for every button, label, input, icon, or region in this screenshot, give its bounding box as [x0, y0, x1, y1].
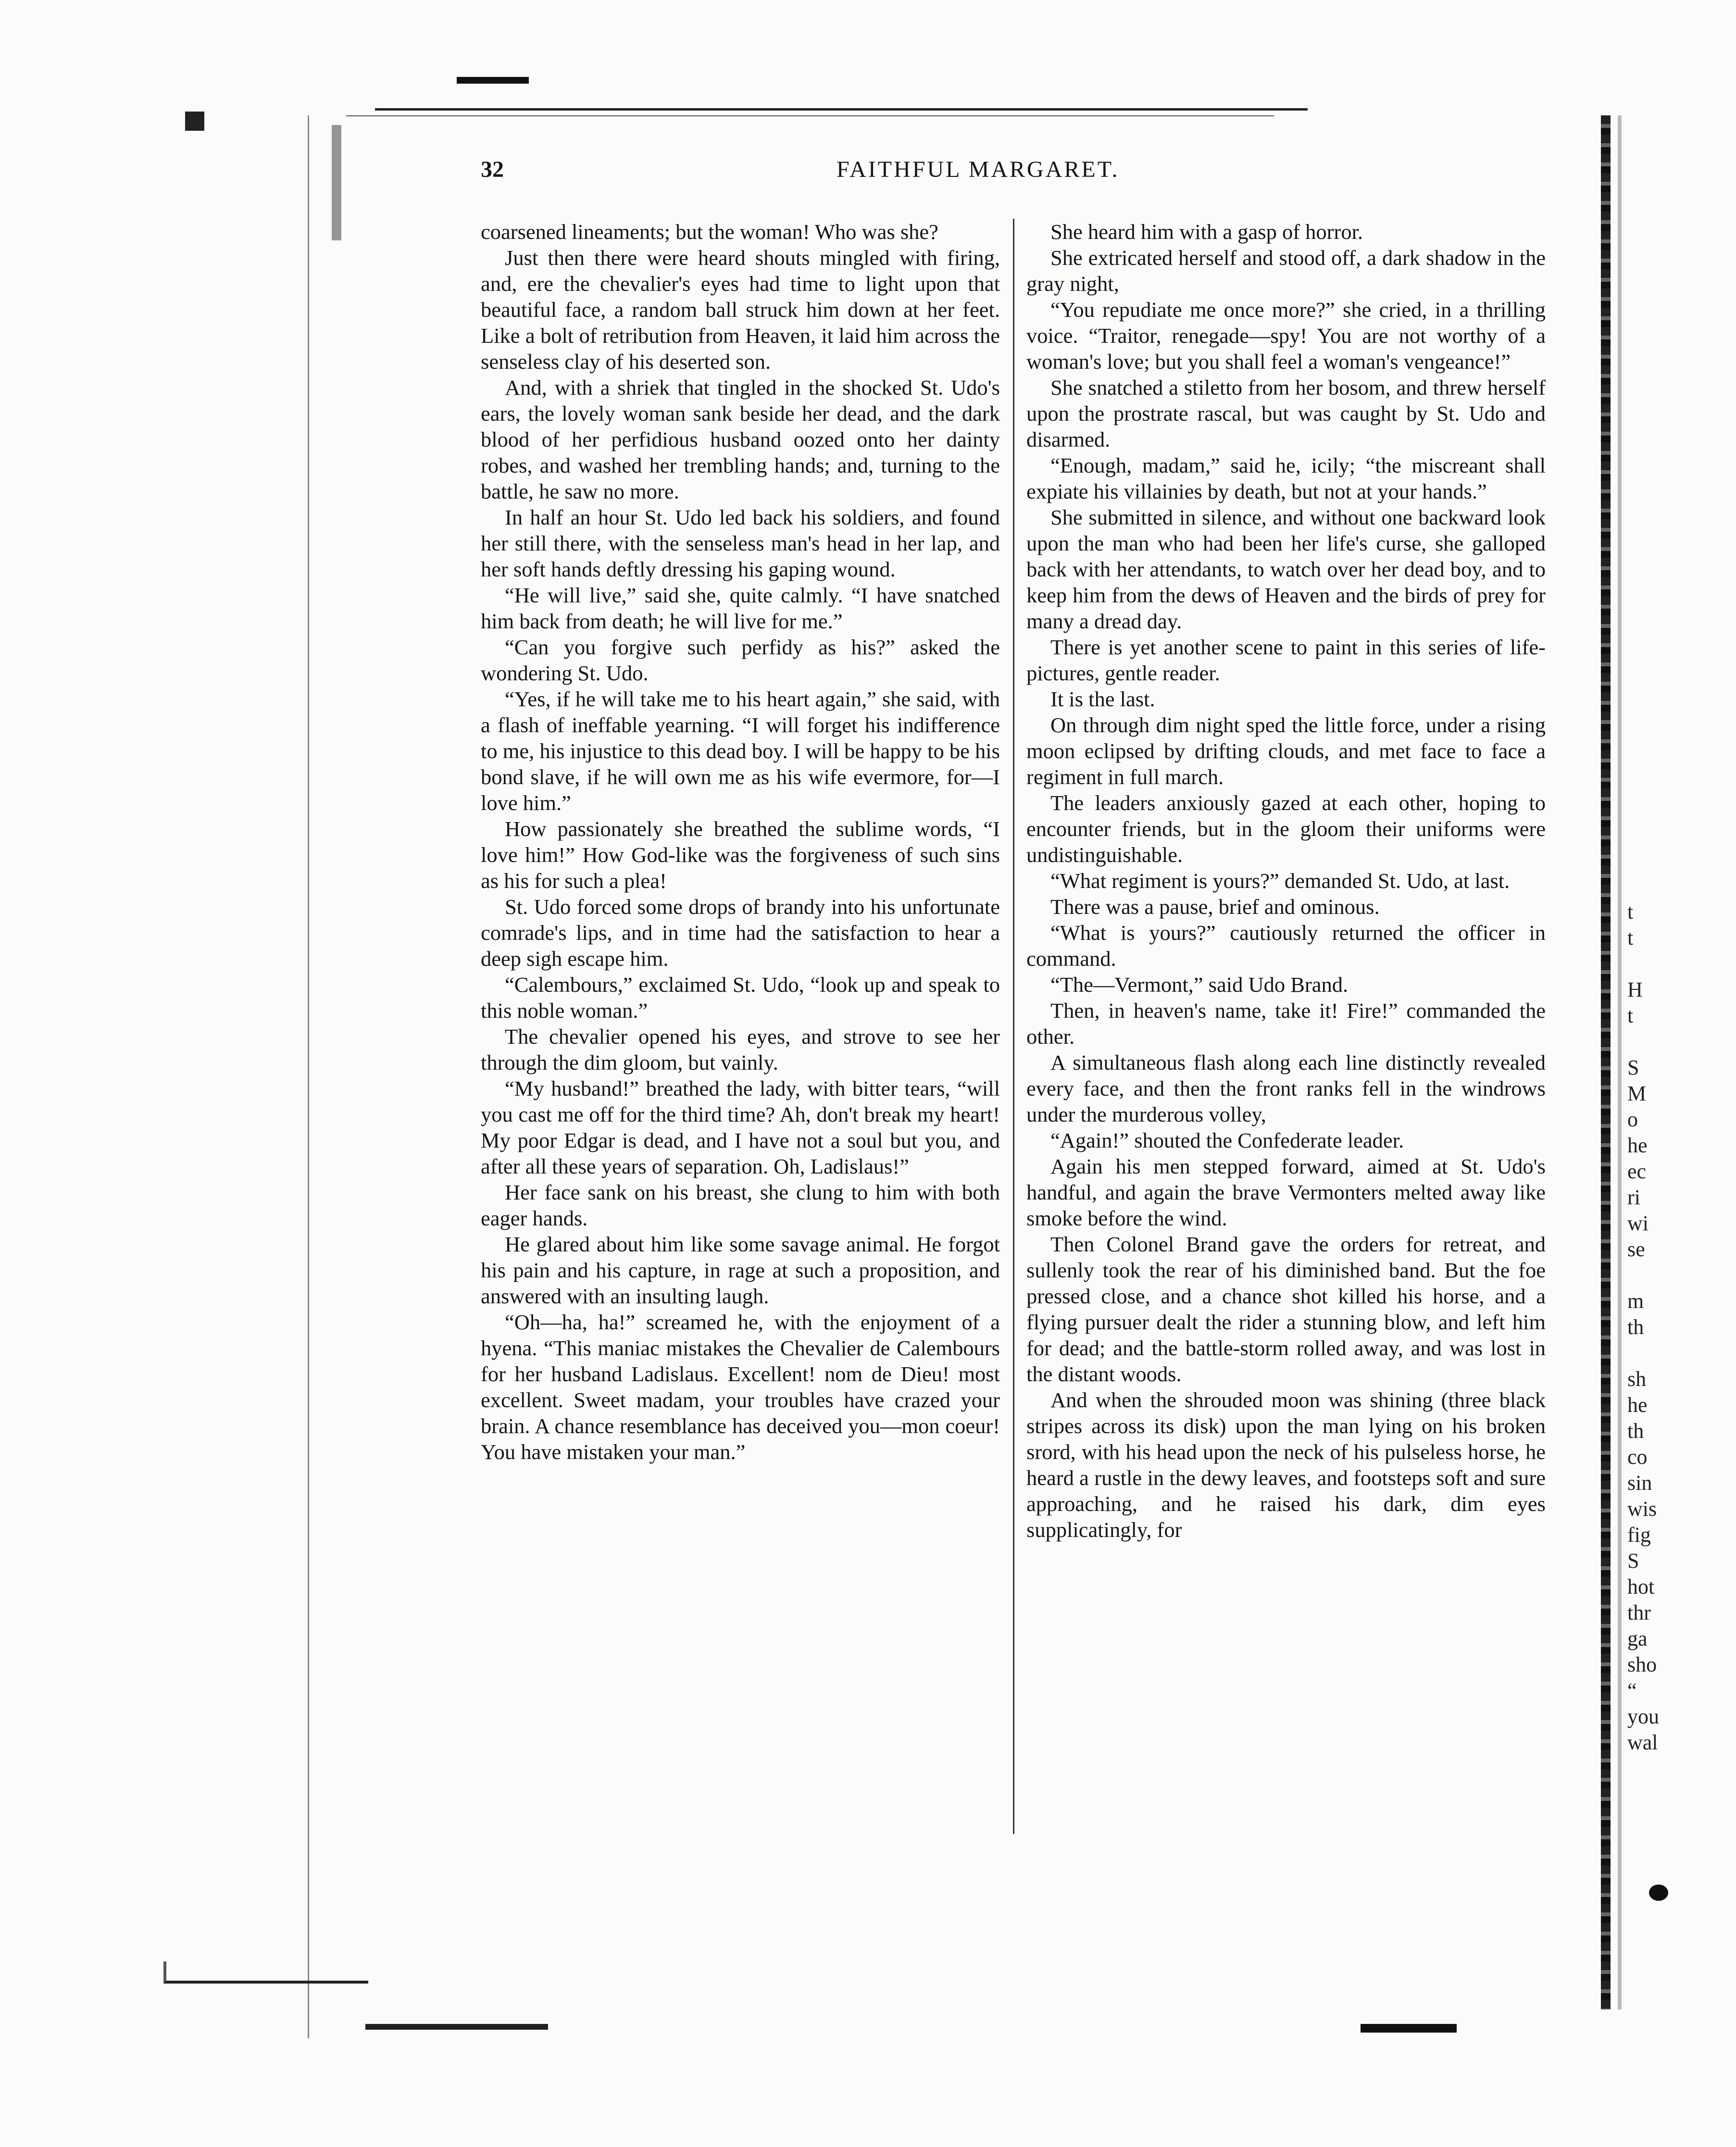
fragment-line	[1627, 951, 1719, 977]
paragraph: “Oh—ha, ha!” screamed he, with the enjoyment of a hyena. “This maniac mistakes the Chevalier de Calembours for her husband Ladislaus. Excellent! nom de Dieu! most excellent. Sweet madam, your troubles have crazed your brain. A chance resemblance has deceived you—mon coeur! You have mistaken your man.”	[481, 1310, 1000, 1464]
fragment-line: you	[1627, 1705, 1659, 1728]
fragment-line	[1627, 1029, 1719, 1055]
scan-mark	[185, 112, 204, 131]
fragment-line: wis	[1627, 1497, 1657, 1521]
fragment-line	[1627, 1340, 1719, 1366]
fragment-line: “	[1627, 1679, 1637, 1702]
fragment-line: co	[1627, 1445, 1648, 1469]
paragraph: “Can you forgive such perfidy as his?” asked the wondering St. Udo.	[481, 635, 1000, 685]
binding-gutter-shadow	[1618, 115, 1622, 2010]
paragraph: It is the last.	[1050, 687, 1155, 711]
top-rule	[375, 108, 1308, 111]
fragment-line: o	[1627, 1108, 1638, 1131]
paragraph: There was a pause, brief and ominous.	[1050, 895, 1380, 919]
paragraph: She submitted in silence, and without one backward look upon the man who had been her life's curse, she galloped back with her attendants, to watch over her dead boy, and to keep him from the dews of Heaven and the birds of prey for many a dread day.	[1026, 505, 1546, 633]
paragraph: There is yet another scene to paint in this series of life-pictures, gentle reader.	[1026, 635, 1546, 685]
column-rule	[1013, 219, 1014, 1834]
paragraph: “Again!” shouted the Confederate leader.	[1050, 1128, 1404, 1152]
fragment-line: thr	[1627, 1601, 1651, 1624]
fragment-line: sh	[1627, 1367, 1647, 1391]
paragraph: And when the shrouded moon was shining (three black stripes across its disk) upon the man lying on his broken srord, with his head upon the neck of his pulseless horse, he heard a rustle in the dewy leaves, and footsteps soft and sure approaching, and he raised his dark, dim eyes supplicatingly, for	[1026, 1388, 1546, 1542]
top-rule-shadow	[346, 115, 1274, 116]
fragment-line: S	[1627, 1056, 1639, 1079]
paragraph: Again his men stepped forward, aimed at St. Udo's handful, and again the brave Vermonters melted away like smoke before the wind.	[1026, 1154, 1546, 1230]
fragment-line: M	[1627, 1082, 1647, 1105]
paragraph: “What is yours?” cautiously returned the officer in command.	[1026, 921, 1546, 971]
paragraph: He glared about him like some savage animal. He forgot his pain and his capture, in rage at such a proposition, and answered with an insulting laugh.	[481, 1232, 1000, 1308]
right-column	[1026, 219, 1546, 2046]
fragment-line: sho	[1627, 1653, 1657, 1676]
fragment-line: he	[1627, 1393, 1648, 1417]
fragment-line: t	[1627, 900, 1634, 924]
fragment-line: he	[1627, 1134, 1648, 1157]
fragment-line: t	[1627, 926, 1634, 949]
fragment-line: sin	[1627, 1471, 1652, 1495]
scan-mark	[332, 125, 341, 240]
fragment-line: ga	[1627, 1627, 1648, 1650]
paragraph: “He will live,” said she, quite calmly. “I have snatched him back from death; he will live for me.”	[481, 583, 1000, 633]
paragraph: “You repudiate me once more?” she cried, in a thrilling voice. “Traitor, renegade—spy! You are not worthy of a woman's love; but you shall feel a woman's vengeance!”	[1026, 298, 1546, 374]
fragment-line: H	[1627, 978, 1643, 1001]
paragraph: She extricated herself and stood off, a dark shadow in the gray night,	[1026, 246, 1546, 296]
scan-mark	[1649, 1885, 1668, 1901]
running-head: FAITHFUL MARGARET.	[837, 157, 1120, 182]
fragment-line: S	[1627, 1549, 1639, 1573]
paragraph: How passionately she breathed the sublime words, “I love him!” How God-like was the forgiveness of such sins as his for such a plea!	[481, 817, 1000, 893]
paragraph: “Enough, madam,” said he, icily; “the miscreant shall expiate his villainies by death, but not at your hands.”	[1026, 453, 1546, 503]
fragment-line: hot	[1627, 1575, 1655, 1598]
paragraph: In half an hour St. Udo led back his soldiers, and found her still there, with the senseless man's head in her lap, and her soft hands deftly dressing his gaping wound.	[481, 505, 1000, 581]
page-number: 32	[481, 157, 504, 182]
fragment-line	[1627, 1262, 1719, 1288]
fragment-line: t	[1627, 1004, 1634, 1027]
paragraph: Then, in heaven's name, take it! Fire!” commanded the other.	[1026, 999, 1546, 1049]
left-column	[481, 219, 1000, 2046]
fragment-line: th	[1627, 1419, 1644, 1443]
fragment-line: ri	[1627, 1186, 1640, 1209]
paragraph: The leaders anxiously gazed at each other, hoping to encounter friends, but in the gloom their uniforms were undistinguishable.	[1026, 791, 1546, 867]
paragraph: “Calembours,” exclaimed St. Udo, “look up and speak to this noble woman.”	[481, 973, 1000, 1023]
paragraph: “Yes, if he will take me to his heart again,” she said, with a flash of ineffable yearning. “I will forget his indifference to me, his injustice to this dead boy. I will be happy to be his bond slave, if he will own me as his wife evermore, for—I love him.”	[481, 687, 1000, 815]
fragment-line: m	[1627, 1289, 1644, 1313]
paragraph: “The—Vermont,” said Udo Brand.	[1050, 973, 1349, 997]
paragraph: The chevalier opened his eyes, and strove to see her through the dim gloom, but vainly.	[481, 1024, 1000, 1074]
paragraph: “What regiment is yours?” demanded St. Udo, at last.	[1050, 869, 1510, 893]
fragment-line: wal	[1627, 1731, 1658, 1754]
paragraph: Then Colonel Brand gave the orders for retreat, and sullenly took the rear of his diminished band. But the foe pressed close, and a chance shot killed his horse, and a flying pursuer dealt the rider a stunning blow, and left him for dead; and the battle-storm rolled away, and was lost in the distant woods.	[1026, 1232, 1546, 1386]
fragment-line: wi	[1627, 1211, 1649, 1235]
paragraph: On through dim night sped the little force, under a rising moon eclipsed by drifting clouds, and met face to face a regiment in full march.	[1026, 713, 1546, 789]
fragment-line: se	[1627, 1237, 1645, 1261]
paragraph: Her face sank on his breast, she clung to him with both eager hands.	[481, 1180, 1000, 1230]
paragraph: St. Udo forced some drops of brandy into his unfortunate comrade's lips, and in time had the satisfaction to hear a deep sigh escape him.	[481, 895, 1000, 971]
paragraph: She snatched a stiletto from her bosom, and threw herself upon the prostrate rascal, but was caught by St. Udo and disarmed.	[1026, 375, 1546, 451]
scan-smudge	[457, 77, 529, 84]
paragraph: “My husband!” breathed the lady, with bitter tears, “will you cast me off for the third time? Ah, don't break my heart! My poor Edgar is dead, and I have not a soul but you, and after all these years of separation. Oh, Ladislaus!”	[481, 1076, 1000, 1178]
fragment-line: th	[1627, 1315, 1644, 1339]
binding-gutter	[1601, 115, 1611, 2010]
left-page-edge	[308, 115, 309, 2038]
paragraph: coarsened lineaments; but the woman! Who was she?	[481, 220, 938, 244]
scan-mark	[163, 1961, 368, 1984]
paragraph: Just then there were heard shouts mingled with firing, and, ere the chevalier's eyes had time to light upon that beautiful face, a random ball struck him down at her feet. Like a bolt of retribution from Heaven, it laid him across the senseless clay of his deserted son.	[481, 246, 1000, 374]
fragment-line: fig	[1627, 1523, 1651, 1547]
fragment-line: ec	[1627, 1160, 1647, 1183]
paragraph: She heard him with a gasp of horror.	[1050, 220, 1363, 244]
paragraph: A simultaneous flash along each line distinctly revealed every face, and then the front ranks fell in the windrows under the murderous volley,	[1026, 1050, 1546, 1126]
paragraph: And, with a shriek that tingled in the shocked St. Udo's ears, the lovely woman sank beside her dead, and the dark blood of her perfidious husband oozed onto her dainty robes, and washed her trembling hands; and, turning to the battle, he saw no more.	[481, 375, 1000, 503]
facing-page-fragment	[1627, 899, 1719, 1860]
